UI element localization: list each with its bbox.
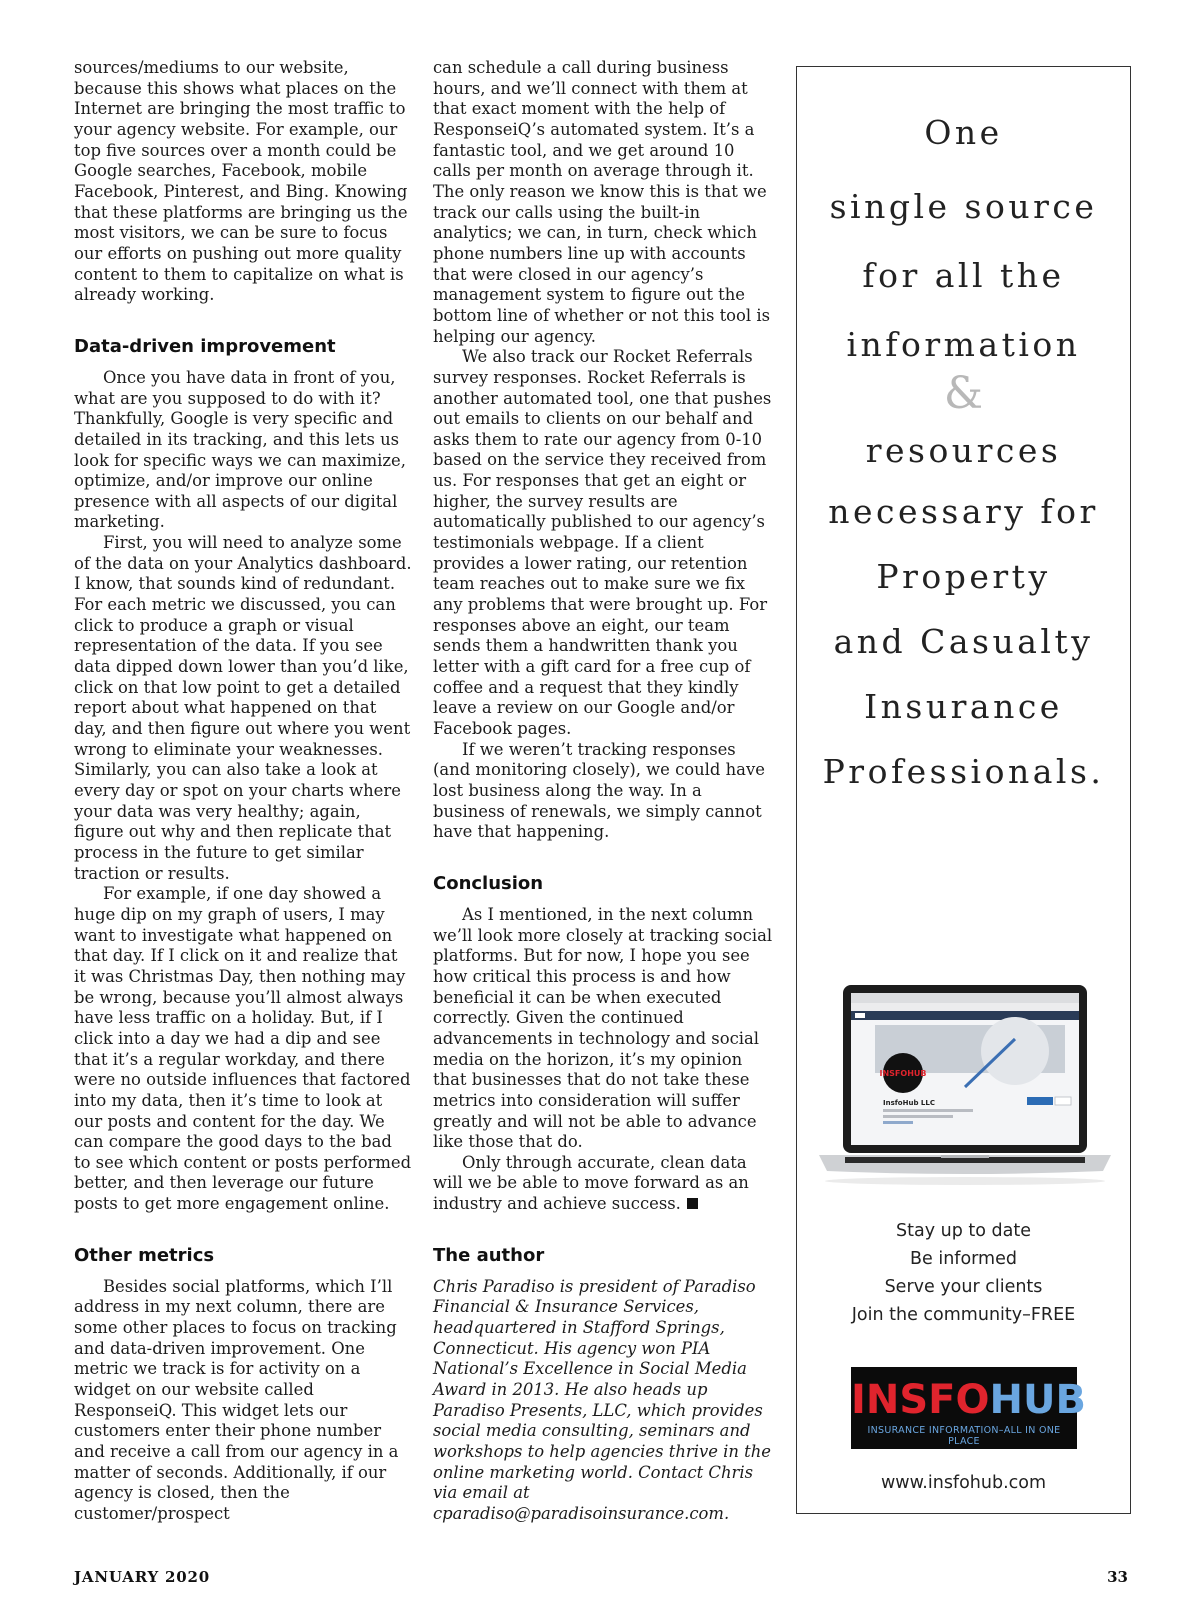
ad-line: resources xyxy=(865,431,1062,470)
paragraph: We also track our Rocket Referrals survey responses. Rocket Referrals is another automated tool, one that pushes out emails to clients on our behalf and asks them to rate our agency from 0-10 based on the service they received from us. For responses that get an eight or higher, the survey results are automatically published to our agency’s testimonials webpage. If a client provides a lower rating, our retention team reaches out to make sure we fix any problems that were brought up. For responses above an eight, our team sends them a handwritten thank you letter with a gift card for a free cup of coffee and a request that they kindly leave a review on our Google and/or Facebook pages. xyxy=(433,347,772,738)
section-heading-the-author: The author xyxy=(433,1244,545,1266)
paragraph: can schedule a call during business hours, and we’ll connect with them at that exact moment with the help of ResponseiQ’s automated system. It’s a fantastic tool, and we get around 10 calls per month on average through it. The only reason we know this is that we track our calls using the built-in analytics; we can, in turn, check which phone numbers line up with accounts that were closed in our agency’s management system to figure out the bottom line of whether or not this tool is helping our agency. xyxy=(433,58,770,346)
ad-line: Insurance xyxy=(864,687,1063,726)
author-bio: Chris Paradiso is president of Paradiso Financial & Insurance Services, headquartered in Stafford Springs, Connecticut. His agency won PIA National’s Excellence in Social Media Award in 2013. He also heads up Paradiso Presents, LLC, which provides social media consulting, seminars and workshops to help agencies thrive in the online marketing world. Contact Chris via email at cparadiso@paradisoinsurance.com. xyxy=(433,1276,771,1523)
paragraph: If we weren’t tracking responses (and monitoring closely), we could have lost business along the way. In a business of renewals, we simply cannot have that happening. xyxy=(433,739,765,842)
ad-line: single source xyxy=(829,187,1098,226)
ad-line: necessary for xyxy=(828,492,1099,531)
article-column-2 xyxy=(433,58,773,1525)
laptop-profile-name: InsfoHub LLC xyxy=(883,1099,935,1107)
svg-text:INSFOHUB: INSFOHUB xyxy=(879,1069,927,1078)
logo-wordmark xyxy=(851,1377,1086,1423)
issue-date: JANUARY 2020 xyxy=(74,1568,210,1586)
paragraph: Besides social platforms, which I’ll address in my next column, there are some other places to focus on tracking and data-driven improvement. One metric we track is for activity on a widget on our website called ResponseiQ. This widget lets our customers enter their phone number and receive a call from our agency in a matter of seconds. Additionally, if our agency is closed, then the customer/prospect xyxy=(74,1276,399,1523)
paragraph xyxy=(433,1153,773,1215)
ad-call-to-action xyxy=(797,1217,1130,1329)
section-heading-conclusion: Conclusion xyxy=(433,872,544,894)
ad-website-url: www.insfohub.com xyxy=(880,1473,1047,1493)
ad-line: and Casualty xyxy=(833,622,1094,661)
section-heading-other-metrics: Other metrics xyxy=(74,1244,215,1266)
cta-line: Join the community–FREE xyxy=(851,1305,1076,1325)
logo-part: HUB xyxy=(989,1377,1086,1423)
cta-line: Be informed xyxy=(910,1249,1017,1269)
page-number: 33 xyxy=(1107,1568,1128,1586)
logo-tagline: INSURANCE INFORMATION–ALL IN ONE PLACE xyxy=(867,1425,1061,1447)
ad-headline xyxy=(797,103,1130,791)
ampersand-glyph: & xyxy=(943,368,984,419)
ad-line: information xyxy=(846,325,1081,364)
insfohub-advertisement xyxy=(796,66,1131,1514)
laptop-screenshot-image xyxy=(815,977,1115,1187)
paragraph: First, you will need to analyze some of the data on your Analytics dashboard. I know, that sounds kind of redundant. For each metric we discussed, you can click to produce a graph or visual representation of the data. If you see data dipped down lower than you’d like, click on that low point to get a detailed report about what happened on that day, and then figure out where you went wrong to eliminate your weaknesses. Similarly, you can also take a look at every day or spot on your charts where your data was very healthy; again, figure out why and then replicate that process in the future to get similar traction or results. xyxy=(74,533,412,883)
ad-line: Professionals. xyxy=(822,752,1105,791)
logo-part: INSF xyxy=(851,1377,956,1423)
paragraph: As I mentioned, in the next column we’ll look more closely at tracking social platforms. But for now, I hope you see how critical this process is and how beneficial it can be when executed correctly. Given the continued advancements in technology and social media on the horizon, it’s my opinion that businesses that do not take these metrics into consideration will suffer greatly and will not be able to advance like those that do. xyxy=(433,904,773,1152)
paragraph-text: Only through accurate, clean data will we be able to move forward as an industry and achieve success. xyxy=(433,1152,749,1214)
end-mark-icon xyxy=(687,1198,698,1209)
logo-part: O xyxy=(955,1377,990,1423)
paragraph: sources/mediums to our website, because this shows what places on the Internet are bringing the most traffic to your agency website. For example, our top five sources over a month could be Google searches, Facebook, mobile Facebook, Pinterest, and Bing. Knowing that these platforms are bringing us the most visitors, we can be sure to focus our efforts on pushing out more quality content to them to capitalize on what is already working. xyxy=(74,58,408,305)
paragraph: Once you have data in front of you, what are you supposed to do with it? Thankfully, Google is very specific and detailed in its tracking, and this lets us look for specific ways we can maximize, optimize, and/or improve our online presence with all aspects of our digital marketing. xyxy=(74,367,406,532)
cta-line: Serve your clients xyxy=(884,1277,1043,1297)
insfohub-logo xyxy=(851,1367,1086,1449)
ad-line: One xyxy=(924,113,1003,152)
section-heading-data-driven: Data-driven improvement xyxy=(74,335,336,357)
paragraph: For example, if one day showed a huge dip on my graph of users, I may want to investigate what happened on that day. If I click on it and realize that it was Christmas Day, then nothing may be wrong, because you’ll almost always have less traffic on a holiday. But, if I click into a day we had a dip and see that it’s a regular workday, and there were no outside influences that factored into my data, then it’s time to look at our posts and content for the day. We can compare the good days to the bad to see which content or posts performed better, and then leverage our future posts to get more engagement online. xyxy=(74,884,412,1214)
ad-line: for all the xyxy=(862,256,1065,295)
article-column-1 xyxy=(74,58,412,1525)
ad-line: Property xyxy=(876,557,1051,596)
cta-line: Stay up to date xyxy=(896,1221,1031,1241)
